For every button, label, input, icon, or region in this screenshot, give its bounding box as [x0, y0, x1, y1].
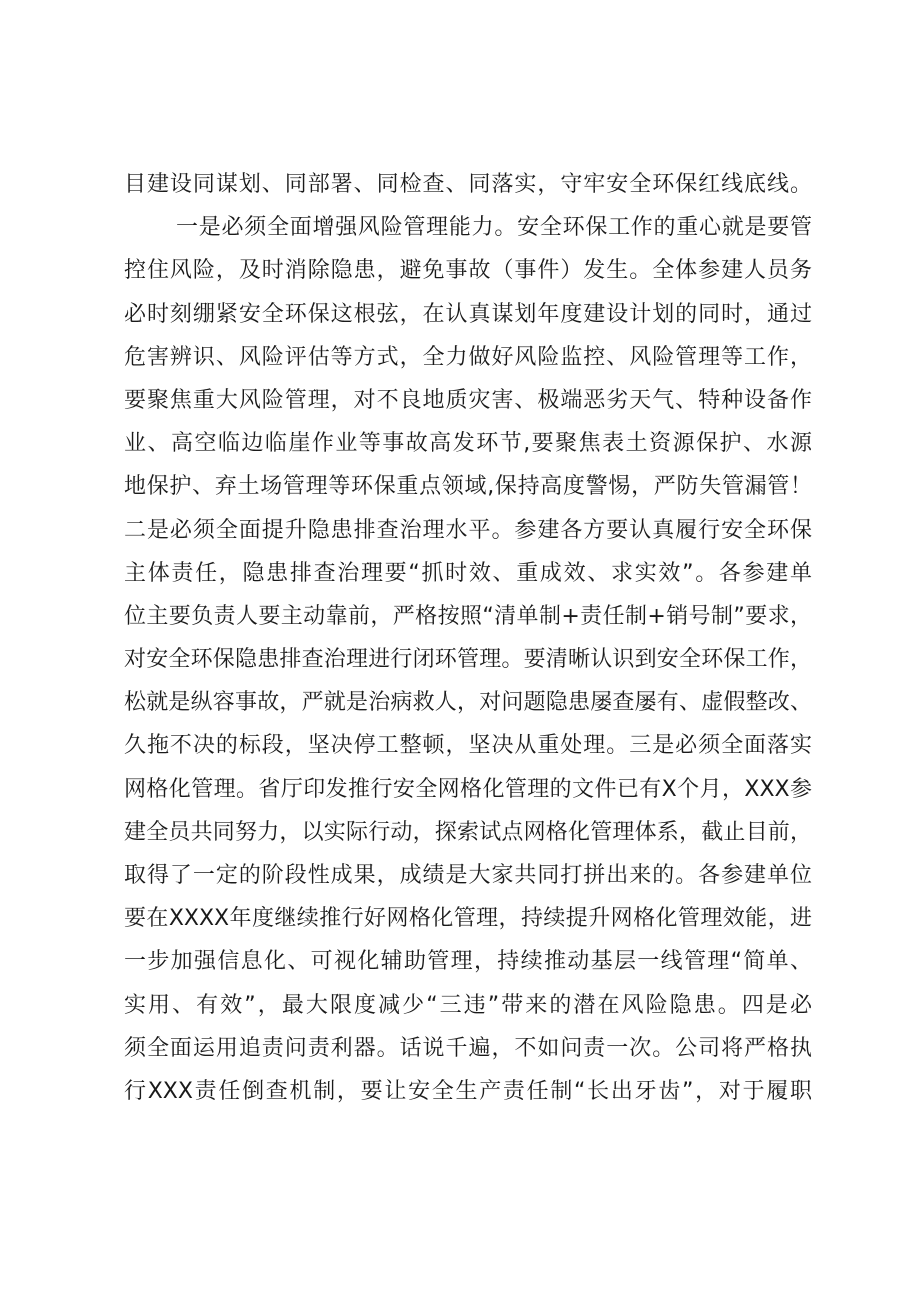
- text-line: 须全面运用追责问责利器。话说千遍，不如问责一次。公司将严格执: [124, 1035, 812, 1061]
- text-line: 必时刻绷紧安全环保这根弦，在认真谋划年度建设计划的同时，通过: [124, 301, 812, 327]
- text-line: 控住风险，及时消除隐患，避免事故（事件）发生。全体参建人员务: [124, 258, 812, 284]
- text-line: 要在XXXX年度继续推行好网格化管理，持续提升网格化管理效能，进: [124, 906, 812, 932]
- text-line: 要聚焦重大风险管理，对不良地质灾害、极端恶劣天气、特种设备作: [124, 387, 812, 413]
- text-line: 二是必须全面提升隐患排查治理水平。参建各方要认真履行安全环保: [124, 517, 812, 543]
- text-line: 位主要负责人要主动靠前，严格按照“清单制+责任制+销号制”要求，: [124, 603, 812, 629]
- text-line: 网格化管理。省厅印发推行安全网格化管理的文件已有X个月，XXX参: [124, 776, 812, 802]
- text-line: 建全员共同努力，以实际行动，探索试点网格化管理体系，截止目前，: [124, 819, 812, 845]
- text-line: 对安全环保隐患排查治理进行闭环管理。要清晰认识到安全环保工作，: [124, 647, 812, 673]
- text-line: 目建设同谋划、同部署、同检查、同落实，守牢安全环保红线底线。: [124, 172, 812, 197]
- text-line: 久拖不决的标段，坚决停工整顿，坚决从重处理。三是必须全面落实: [124, 733, 812, 759]
- text-line: 主体责任，隐患排查治理要“抓时效、重成效、求实效”。各参建单: [124, 560, 812, 586]
- text-line: 实用、有效”，最大限度减少“三违”带来的潜在风险隐患。四是必: [124, 992, 812, 1018]
- body-text: [124, 163, 812, 1113]
- text-line: 地保护、弃土场管理等环保重点领域,保持高度警惕，严防失管漏管！: [124, 474, 812, 500]
- text-line: 业、高空临边临崖作业等事故高发环节,要聚焦表土资源保护、水源: [124, 431, 812, 457]
- text-line: 取得了一定的阶段性成果，成绩是大家共同打拼出来的。各参建单位: [124, 863, 812, 888]
- text-line: 一是必须全面增强风险管理能力。安全环保工作的重心就是要管: [176, 215, 812, 241]
- text-line: 危害辨识、风险评估等方式，全力做好风险监控、风险管理等工作，: [124, 344, 812, 370]
- text-line: 松就是纵容事故，严就是治病救人，对问题隐患屡查屡有、虚假整改、: [124, 690, 812, 716]
- text-line: 一步加强信息化、可视化辅助管理，持续推动基层一线管理“简单、: [124, 949, 812, 975]
- text-line: 行XXX责任倒查机制，要让安全生产责任制“长出牙齿”，对于履职: [124, 1078, 812, 1104]
